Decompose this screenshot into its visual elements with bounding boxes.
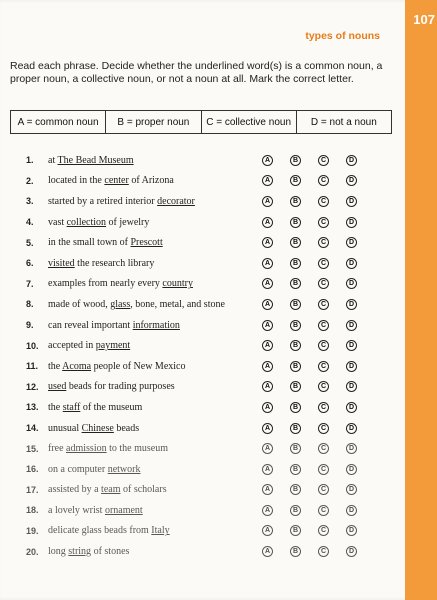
question-row [26, 315, 376, 336]
question-row [26, 274, 376, 295]
question-row [26, 438, 376, 459]
answer-bubble-b[interactable]: B [290, 217, 301, 228]
question-phrase [48, 361, 262, 372]
answer-bubble-a[interactable]: A [262, 525, 273, 536]
phrase-text: made of wood, [48, 298, 111, 310]
answer-bubbles [262, 258, 374, 269]
phrase-text: on a computer [48, 463, 108, 475]
question-row [26, 397, 376, 418]
phrase-text: unusual [48, 422, 82, 434]
question-number: 4. [26, 217, 34, 228]
phrase-text: in the small town of [48, 237, 131, 249]
question-number: 18. [26, 505, 39, 516]
phrase-text: the research library [74, 257, 155, 269]
answer-bubbles [262, 505, 374, 516]
answer-bubble-a[interactable]: A [262, 443, 273, 454]
question-number: 6. [26, 258, 34, 269]
answer-bubble-c[interactable]: C [318, 299, 329, 310]
answer-bubble-c[interactable]: C [318, 320, 329, 331]
question-phrase [48, 155, 262, 166]
underlined-word: glass [110, 298, 131, 310]
answer-bubbles [262, 278, 374, 289]
answer-bubbles [262, 484, 374, 495]
phrase-text: delicate glass beads from [48, 525, 152, 537]
question-number: 1. [26, 155, 34, 166]
phrase-text: vast [48, 216, 67, 228]
underlined-word: collection [66, 216, 107, 228]
answer-bubble-b[interactable]: B [290, 546, 301, 557]
answer-bubble-d[interactable]: D [346, 525, 357, 536]
underlined-word: team [101, 484, 121, 496]
question-phrase [48, 423, 262, 434]
answer-bubbles [262, 237, 374, 248]
answer-bubble-c[interactable]: C [318, 464, 329, 475]
answer-bubble-c[interactable]: C [318, 381, 329, 392]
question-number: 20. [26, 546, 39, 557]
phrase-text: beads for trading purposes [66, 381, 175, 393]
answer-bubble-c[interactable]: C [318, 443, 329, 454]
answer-bubble-d[interactable]: D [346, 155, 357, 166]
question-row [26, 191, 376, 212]
question-row [26, 253, 376, 274]
answer-bubble-a[interactable]: A [262, 237, 273, 248]
answer-bubble-b[interactable]: B [290, 278, 301, 289]
question-phrase [48, 484, 262, 495]
answer-bubble-a[interactable]: A [262, 217, 273, 228]
answer-bubbles [262, 299, 374, 310]
answer-bubble-c[interactable]: C [318, 525, 329, 536]
legend-b: B = proper noun [106, 111, 201, 133]
answer-bubble-b[interactable]: B [290, 237, 301, 248]
answer-bubble-d[interactable]: D [346, 237, 357, 248]
answer-bubble-b[interactable]: B [290, 505, 301, 516]
answer-bubbles [262, 443, 374, 454]
phrase-text: assisted by a [48, 484, 102, 496]
answer-bubble-c[interactable]: C [318, 402, 329, 413]
phrase-text: accepted in [48, 340, 96, 352]
answer-bubble-a[interactable]: A [262, 320, 273, 331]
answer-bubbles [262, 196, 374, 207]
question-phrase [48, 278, 262, 289]
answer-bubble-a[interactable]: A [262, 423, 273, 434]
question-phrase [48, 237, 262, 248]
section-header: types of nouns [305, 30, 380, 42]
phrase-text: of stones [91, 546, 130, 558]
answer-bubbles [262, 340, 374, 351]
answer-bubble-c[interactable]: C [318, 361, 329, 372]
question-row [26, 500, 376, 521]
underlined-word: The Bead Museum [57, 154, 134, 166]
question-number: 16. [26, 464, 39, 475]
page-number: 107 [413, 12, 435, 27]
phrase-text: people of New Mexico [91, 360, 186, 372]
answer-bubbles [262, 525, 374, 536]
question-number: 17. [26, 484, 39, 495]
question-row [26, 171, 376, 192]
legend-d: D = not a noun [310, 116, 377, 128]
answer-bubbles [262, 155, 374, 166]
question-number: 12. [26, 381, 39, 392]
question-phrase [48, 443, 262, 454]
question-list [26, 150, 376, 562]
answer-bubble-b[interactable]: B [290, 258, 301, 269]
phrase-text: of Arizona [128, 175, 174, 187]
question-row [26, 294, 376, 315]
question-phrase [48, 402, 262, 413]
question-phrase [48, 320, 262, 331]
underlined-word: visited [48, 257, 75, 269]
answer-bubbles [262, 217, 374, 228]
answer-bubble-d[interactable]: D [346, 361, 357, 372]
answer-bubble-d[interactable]: D [346, 299, 357, 310]
underlined-word: country [162, 278, 193, 290]
answer-bubble-c[interactable]: C [318, 546, 329, 557]
question-row [26, 480, 376, 501]
underlined-word: information [132, 319, 180, 331]
answer-key-legend [10, 110, 392, 134]
answer-bubble-a[interactable]: A [262, 546, 273, 557]
question-number: 15. [26, 443, 39, 454]
answer-bubble-a[interactable]: A [262, 402, 273, 413]
answer-bubble-b[interactable]: B [290, 525, 301, 536]
underlined-word: staff [62, 401, 81, 413]
answer-bubble-d[interactable]: D [346, 258, 357, 269]
answer-bubble-a[interactable]: A [262, 196, 273, 207]
answer-bubble-d[interactable]: D [346, 196, 357, 207]
question-phrase [48, 464, 262, 475]
underlined-word: network [107, 463, 141, 475]
answer-bubble-d[interactable]: D [346, 340, 357, 351]
phrase-text: to the museum [106, 443, 168, 455]
answer-bubble-d[interactable]: D [346, 443, 357, 454]
answer-bubble-d[interactable]: D [346, 546, 357, 557]
answer-bubble-b[interactable]: B [290, 299, 301, 310]
question-row [26, 335, 376, 356]
answer-bubble-b[interactable]: B [290, 320, 301, 331]
underlined-word: ornament [104, 504, 143, 516]
answer-bubble-a[interactable]: A [262, 175, 273, 186]
answer-bubble-b[interactable]: B [290, 155, 301, 166]
answer-bubble-b[interactable]: B [290, 464, 301, 475]
answer-bubble-d[interactable]: D [346, 320, 357, 331]
question-row [26, 521, 376, 542]
question-row [26, 232, 376, 253]
phrase-text: started by a retired interior [48, 195, 158, 207]
question-number: 14. [26, 423, 39, 434]
underlined-word: Chinese [81, 422, 114, 434]
question-number: 5. [26, 237, 34, 248]
answer-bubble-b[interactable]: B [290, 484, 301, 495]
phrase-text: long [48, 546, 69, 558]
answer-bubble-c[interactable]: C [318, 217, 329, 228]
answer-bubble-c[interactable]: C [318, 423, 329, 434]
answer-bubble-a[interactable]: A [262, 464, 273, 475]
phrase-text: can reveal important [48, 319, 133, 331]
legend-a: A = common noun [11, 111, 106, 133]
answer-bubble-b[interactable]: B [290, 361, 301, 372]
answer-bubble-c[interactable]: C [318, 505, 329, 516]
question-phrase [48, 381, 262, 392]
underlined-word: string [68, 546, 92, 558]
answer-bubble-a[interactable]: A [262, 278, 273, 289]
answer-bubble-c[interactable]: C [318, 155, 329, 166]
answer-bubble-b[interactable]: B [290, 340, 301, 351]
answer-bubble-b[interactable]: B [290, 196, 301, 207]
answer-bubbles [262, 320, 374, 331]
answer-bubble-d[interactable]: D [346, 175, 357, 186]
question-row [26, 459, 376, 480]
answer-bubble-d[interactable]: D [346, 217, 357, 228]
answer-bubbles [262, 402, 374, 413]
instructions: Read each phrase. Decide whether the underlined word(s) is a common noun, a proper noun, a collective noun, or not a noun at all. Mark the correct letter. [10, 60, 383, 85]
answer-bubbles [262, 423, 374, 434]
answer-bubble-d[interactable]: D [346, 464, 357, 475]
phrase-text: located in the [48, 175, 105, 187]
question-phrase [48, 299, 262, 310]
answer-bubble-d[interactable]: D [346, 423, 357, 434]
answer-bubble-a[interactable]: A [262, 381, 273, 392]
answer-bubble-a[interactable]: A [262, 361, 273, 372]
answer-bubble-d[interactable]: D [346, 402, 357, 413]
phrase-text: the [48, 360, 63, 372]
phrase-text: of scholars [120, 484, 167, 496]
question-number: 3. [26, 196, 34, 207]
phrase-text: beads [113, 422, 140, 434]
answer-bubble-b[interactable]: B [290, 423, 301, 434]
question-number: 8. [26, 299, 34, 310]
phrase-text: a lovely wrist [48, 504, 105, 516]
answer-bubbles [262, 361, 374, 372]
answer-bubble-b[interactable]: B [290, 175, 301, 186]
phrase-text: the [48, 401, 63, 413]
question-phrase [48, 196, 262, 207]
answer-bubble-d[interactable]: D [346, 381, 357, 392]
answer-bubble-b[interactable]: B [290, 381, 301, 392]
answer-bubble-c[interactable]: C [318, 237, 329, 248]
answer-bubble-c[interactable]: C [318, 196, 329, 207]
phrase-text: , bone, metal, and stone [130, 298, 225, 310]
question-row [26, 150, 376, 171]
question-phrase [48, 525, 262, 536]
underlined-word: used [48, 381, 67, 393]
question-phrase [48, 340, 262, 351]
answer-bubble-b[interactable]: B [290, 443, 301, 454]
question-phrase [48, 258, 262, 269]
underlined-word: center [104, 175, 129, 187]
answer-bubble-b[interactable]: B [290, 402, 301, 413]
question-number: 10. [26, 340, 39, 351]
answer-bubble-a[interactable]: A [262, 299, 273, 310]
question-phrase [48, 546, 262, 557]
answer-bubbles [262, 464, 374, 475]
page-edge-band [405, 0, 437, 600]
phrase-text: free [48, 443, 67, 455]
question-phrase [48, 175, 262, 186]
answer-bubbles [262, 546, 374, 557]
answer-bubble-a[interactable]: A [262, 155, 273, 166]
underlined-word: Acoma [62, 360, 92, 372]
underlined-word: payment [95, 340, 131, 352]
answer-bubble-a[interactable]: A [262, 505, 273, 516]
question-row [26, 212, 376, 233]
question-row [26, 418, 376, 439]
underlined-word: admission [66, 443, 107, 455]
question-row [26, 356, 376, 377]
question-phrase [48, 217, 262, 228]
answer-bubble-c[interactable]: C [318, 175, 329, 186]
answer-bubbles [262, 175, 374, 186]
answer-bubble-d[interactable]: D [346, 278, 357, 289]
question-number: 7. [26, 278, 34, 289]
question-phrase [48, 505, 262, 516]
answer-bubble-c[interactable]: C [318, 484, 329, 495]
underlined-word: Italy [151, 525, 170, 537]
question-number: 2. [26, 175, 34, 186]
answer-bubble-d[interactable]: D [346, 484, 357, 495]
underlined-word: Prescott [130, 237, 163, 249]
answer-bubble-c[interactable]: C [318, 258, 329, 269]
question-number: 13. [26, 402, 39, 413]
legend-c: C = collective noun [202, 111, 297, 133]
phrase-text: of jewelry [106, 216, 150, 228]
question-number: 9. [26, 320, 34, 331]
answer-bubbles [262, 381, 374, 392]
question-number: 11. [26, 361, 39, 372]
phrase-text: at [48, 154, 58, 166]
answer-bubble-a[interactable]: A [262, 340, 273, 351]
phrase-text: examples from nearly every [48, 278, 163, 290]
answer-bubble-c[interactable]: C [318, 340, 329, 351]
phrase-text: of the museum [80, 401, 143, 413]
answer-bubble-d[interactable]: D [346, 505, 357, 516]
answer-bubble-c[interactable]: C [318, 278, 329, 289]
answer-bubble-a[interactable]: A [262, 258, 273, 269]
question-row [26, 377, 376, 398]
question-number: 19. [26, 525, 39, 536]
answer-bubble-a[interactable]: A [262, 484, 273, 495]
underlined-word: decorator [157, 195, 195, 207]
question-row [26, 541, 376, 562]
